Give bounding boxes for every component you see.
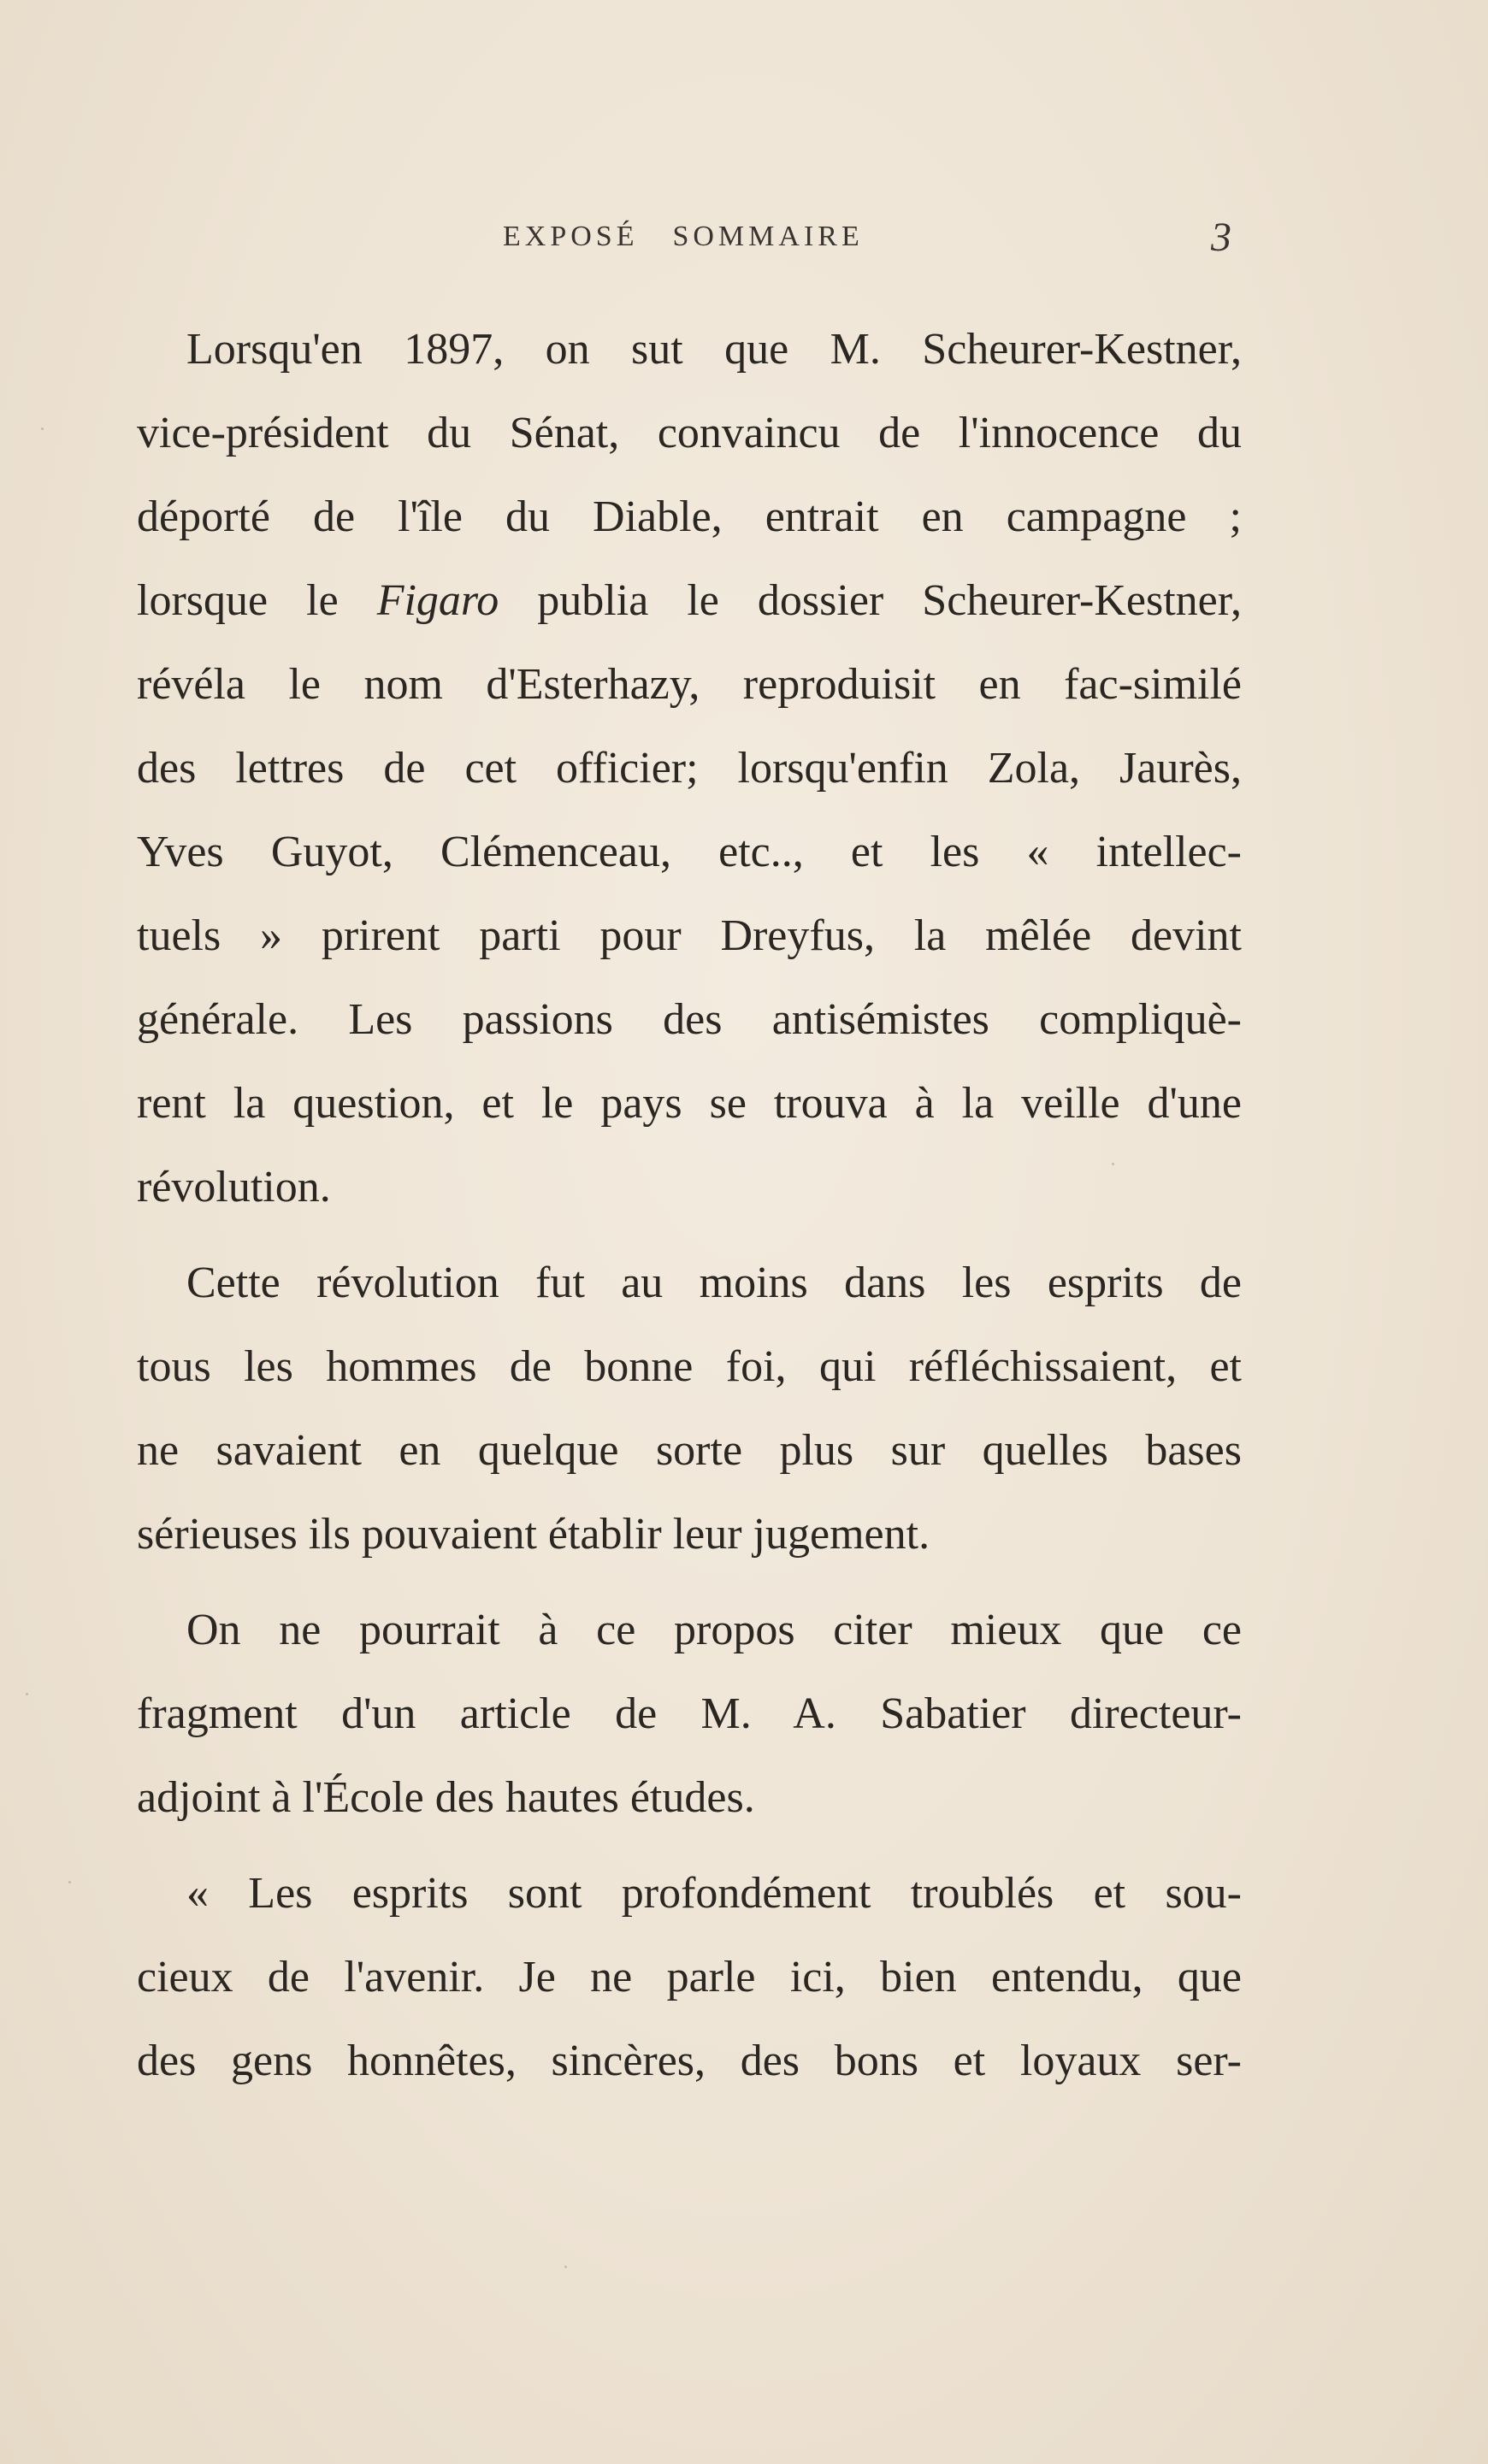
text-line: cieux de l'avenir. Je ne parle ici, bien entendu, que [137, 1953, 1242, 2001]
text-line [137, 559, 1242, 643]
text-line: des lettres de cet officier; lorsqu'enfin Zola, Jaurès, [137, 744, 1242, 793]
running-head-word-1: EXPOSÉ [503, 221, 639, 252]
text-line: générale. Les passions des antisémistes compliquè- [137, 995, 1242, 1044]
text-segment: lorsque le [137, 576, 377, 625]
paper-speck [1112, 1163, 1114, 1165]
text-segment: publia le dossier Scheurer-Kestner, [499, 576, 1242, 625]
text-line: Lorsqu'en 1897, on sut que M. Scheurer-Kestner, [186, 325, 1242, 374]
paper-speck [564, 2266, 567, 2268]
text-line: tous les hommes de bonne foi, qui réfléchissaient, et [137, 1342, 1242, 1391]
text-line: Yves Guyot, Clémenceau, etc.., et les « intellec- [137, 828, 1242, 876]
text-line: adjoint à l'École des hautes études. [137, 1773, 755, 1822]
text-line: révéla le nom d'Esterhazy, reproduisit en fac-similé [137, 660, 1242, 709]
text-line: fragment d'un article de M. A. Sabatier directeur- [137, 1689, 1242, 1738]
newspaper-title-figaro: Figaro [376, 576, 499, 625]
running-head [503, 221, 864, 253]
text-line: des gens honnêtes, sincères, des bons et loyaux ser- [137, 2037, 1242, 2085]
running-head-word-2: SOMMAIRE [672, 221, 864, 252]
text-line: déporté de l'île du Diable, entrait en campagne ; [137, 492, 1242, 541]
body-text [137, 308, 1242, 2103]
text-line: révolution. [137, 1163, 331, 1211]
text-line: tuels » prirent parti pour Dreyfus, la mêlée devint [137, 911, 1242, 960]
text-line: rent la question, et le pays se trouva à la veille d'une [137, 1079, 1242, 1128]
paper-speck [26, 1693, 28, 1695]
text-line: On ne pourrait à ce propos citer mieux que ce [186, 1606, 1242, 1654]
text-line: Cette révolution fut au moins dans les esprits de [186, 1259, 1242, 1307]
text-line: vice-président du Sénat, convaincu de l'innocence du [137, 409, 1242, 457]
text-line: « Les esprits sont profondément troublés et sou- [186, 1869, 1242, 1918]
text-line: ne savaient en quelque sorte plus sur quelles bases [137, 1426, 1242, 1475]
page-number: 3 [1211, 215, 1231, 260]
text-line: sérieuses ils pouvaient établir leur jugement. [137, 1510, 930, 1559]
paper-speck [41, 427, 44, 430]
paper-speck [68, 1881, 71, 1883]
